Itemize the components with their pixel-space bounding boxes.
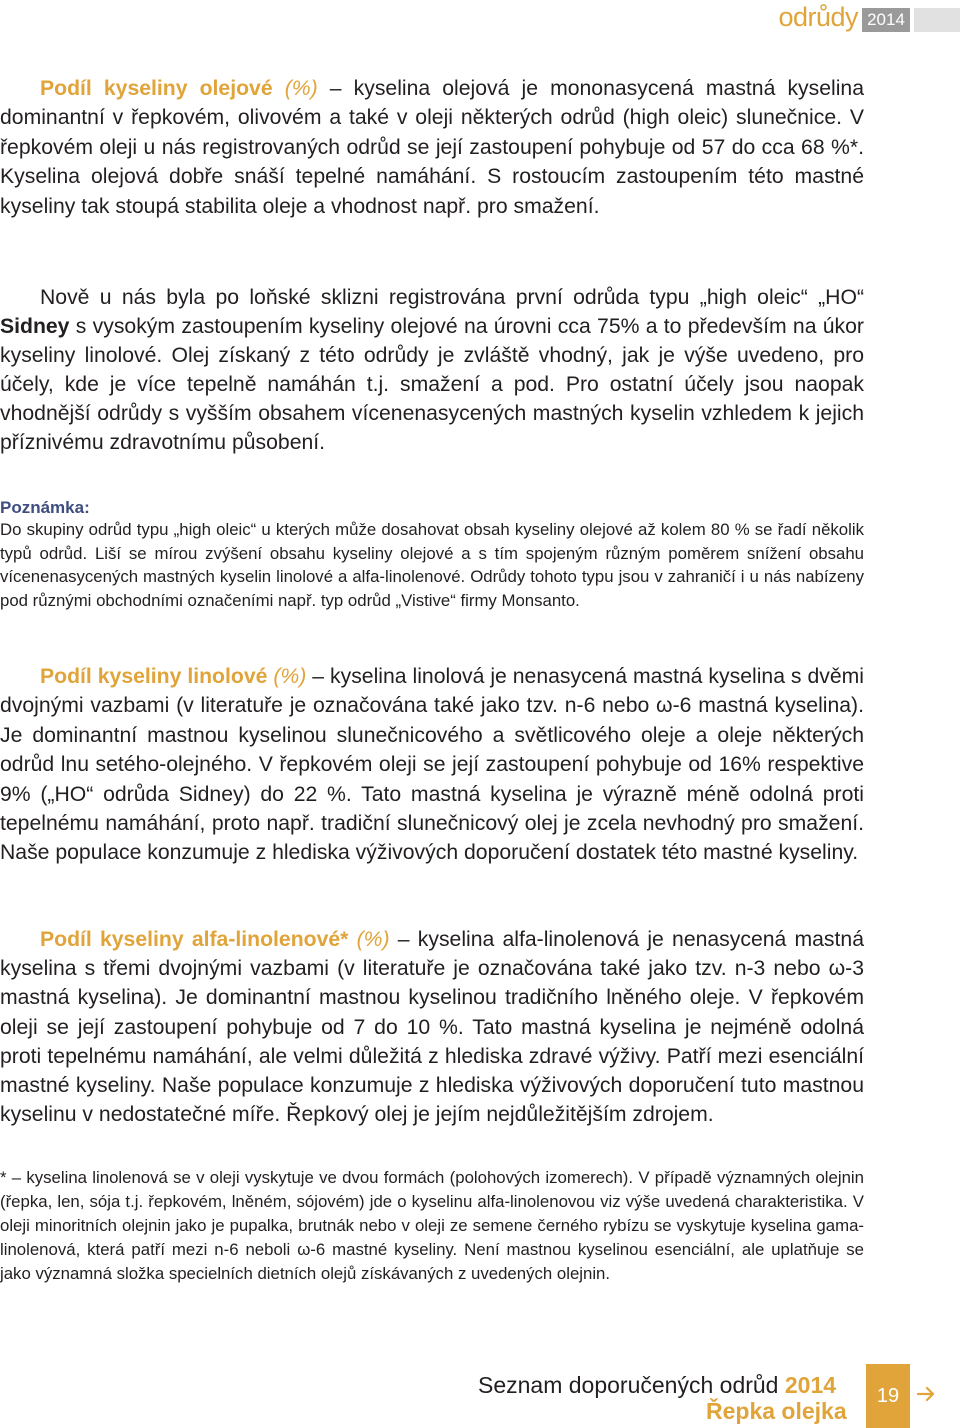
footer-crop: Řepka olejka: [706, 1398, 847, 1424]
section-title: odrůdy: [778, 2, 858, 32]
note-label: Poznámka:: [0, 498, 90, 517]
paragraph-linoleic-acid: [0, 662, 864, 868]
linoleic-heading: Podíl kyseliny linolové: [40, 665, 268, 688]
footer-publication-title: Seznam doporučených odrůd: [478, 1372, 779, 1398]
oleic-text: – kyselina olejová je mononasycená mastná kyselina dominantní v řepkovém, olivovém a také v oleji některých odrůd (high oleic) slunečnice. V řepkovém oleji u nás registrovaných odrůd se její zastoupení pohybuje od 57 do cca 68 %*. Kyselina olejová dobře snáší tepelné namáhání. S rostoucím zastoupením této mastné kyseliny tak stoupá stabilita oleje a vhodnost např. pro smažení.: [0, 77, 864, 218]
alpha-linolenic-heading: Podíl kyseliny alfa-linolenové*: [40, 928, 349, 951]
note-text: Do skupiny odrůd typu „high oleic“ u kterých může dosahovat obsah kyseliny olejové až kolem 80 % se řadí několik typů odrůd. Liší se mírou zvýšení obsahu kyseliny olejové a s tím spojeným různým poměrem snížení obsahu vícenenasycených mastných kyselin linolové a alfa-linolenové. Odrůdy tohoto typu jsou v zahraničí i u nás nabízeny pod různými obchodními označeními např. typ odrůd „Vistive“ firmy Monsanto.: [0, 520, 864, 610]
sidney-variety-name: Sidney: [0, 315, 70, 338]
footer-year: 2014: [784, 1372, 837, 1398]
page-header: [0, 4, 960, 34]
footer-publication: [478, 1372, 836, 1399]
header-year: 2014: [862, 8, 910, 32]
sidney-text-after: s vysokým zastoupením kyseliny olejové na úrovni cca 75% a to především na úkor kyseliny linolové. Olej získaný z této odrůdy je zvláště vhodný, jak je výše uvedeno, pro účely, kde je více tepelně namáhán t.j. smažení a pod. Pro ostatní účely jsou naopak vhodnější odrůdy s vyšším obsahem vícenenasycených mastných kyselin vzhledem k jejich příznivému zdravotnímu působení.: [0, 315, 864, 454]
linoleic-text: – kyselina linolová je nenasycená mastná kyselina s dvěmi dvojnými vazbami (v literatuře je označována také jako tzv. n-6 nebo ω-6 mastná kyselina). Je dominantní mastnou kyselinou slunečnicového a světlicového oleje a oleje některých odrůd lnu setého-olejného. V řepkovém oleji se její zastoupení pohybuje od 16% respektive 9% („HO“ odrůda Sidney) do 22 %. Tato mastná kyselina je výrazně méně odolná proti tepelnému namáhání, proto např. tradiční slunečnicový olej je zcela nevhodný pro smažení. Naše populace konzumuje z hlediska výživových doporučení dostatek této mastné kyseliny.: [0, 665, 864, 865]
linoleic-unit: (%): [273, 665, 307, 688]
sidney-text-before: Nově u nás byla po loňské sklizni registrována první odrůda typu „high oleic“ „HO“: [40, 286, 864, 309]
oleic-heading: Podíl kyseliny olejové: [40, 77, 273, 100]
arrow-right-icon[interactable]: [916, 1382, 936, 1406]
paragraph-alpha-linolenic-acid: [0, 925, 864, 1129]
header-decor-bar: [914, 8, 960, 32]
oleic-unit: (%): [284, 77, 318, 100]
page-number: 19: [866, 1364, 910, 1428]
paragraph-sidney: [0, 283, 864, 457]
paragraph-oleic-acid: [0, 74, 864, 221]
alpha-linolenic-text: – kyselina alfa-linolenová je nenasycená mastná kyselina s třemi dvojnými vazbami (v literatuře je označována také jako tzv. n-3 nebo ω-3 mastná kyselina). Je dominantní mastnou kyselinou tradičního lněného oleje. V řepkovém oleji se její zastoupení pohybuje od 7 do 10 %. Tato mastná kyselina je nejméně odolná proti tepelnému namáhání, ale velmi důležitá z hlediska zdravé výživy. Patří mezi esenciální mastné kyseliny. Naše populace konzumuje z hlediska výživových doporučení tuto mastnou kyselinu v nedostatečné míře. Řepkový olej je jejím nejdůležitějším zdrojem.: [0, 928, 864, 1127]
footnote: * – kyselina linolenová se v oleji vyskytuje ve dvou formách (polohových izomerech). V případě významných olejnin (řepka, len, sója t.j. řepkovém, lněném, sójovém) jde o kyselinu alfa-linolenovou viz výše uvedená charakteristika. V oleji minoritních olejnin jako je pupalka, brutnák nebo v oleji ze semene černého rybízu se vyskytuje kyselina gama-linolenová, která patří mezi n-6 neboli ω-6 mastné kyseliny. Není mastnou kyselinou esenciální, ale uplatňuje se jako významná složka specielních dietních olejů získávaných z uvedených olejnin.: [0, 1168, 864, 1283]
alpha-linolenic-unit: (%): [356, 928, 390, 951]
